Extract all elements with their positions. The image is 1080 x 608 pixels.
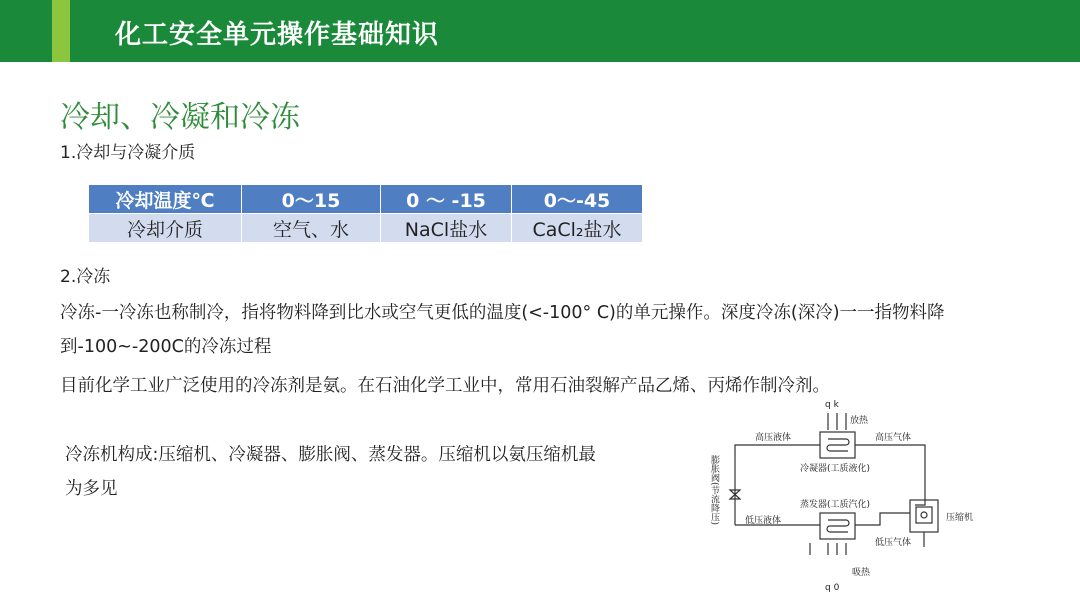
paragraph-refrigeration-definition: 冷冻-一冷冻也称制冷，指将物料降到比水或空气更低的温度(<-100° C)的单元操作。深度冷冻(深冷)一一指物料降到-100~-200C的冷冻过程	[60, 303, 945, 357]
table-cell: CaCl₂盐水	[512, 214, 643, 243]
refrigeration-cycle-diagram	[700, 395, 1000, 595]
table-cell: NaCl盐水	[381, 214, 512, 243]
paragraph-refrigerants: 目前化学工业广泛使用的冷冻剂是氨。在石油化学工业中，常用石油裂解产品乙烯、丙烯作制冷剂。	[60, 376, 830, 396]
diagram-label-lp-gas: 低压气体	[875, 538, 912, 548]
page-title: 化工安全单元操作基础知识	[115, 20, 440, 50]
diagram-label-release-heat: 放热	[850, 416, 869, 426]
table-cell: 0 ～ -15	[381, 185, 512, 214]
diagram-label-lp-liquid: 低压液体	[745, 516, 782, 526]
diagram-label-evaporator: 蒸发器(工质汽化)	[800, 500, 871, 510]
title-bar	[0, 0, 1080, 62]
diagram-label-q0: q 0	[825, 583, 840, 593]
diagram-label-condenser: 冷凝器(工质液化)	[800, 464, 871, 474]
diagram-label-compressor: 压缩机	[946, 513, 974, 523]
diagram-label-valve: 膨胀阀(节流降压)	[709, 455, 719, 526]
subheading-refrigeration: 2.冷冻	[60, 267, 111, 287]
table-cell: 冷却介质	[89, 214, 242, 243]
accent-stripe	[52, 0, 70, 62]
table-cell: 0～-45	[512, 185, 643, 214]
table-cell: 空气、水	[242, 214, 381, 243]
diagram-label-hp-liquid: 高压液体	[755, 433, 792, 443]
diagram-label-absorb-heat: 吸热	[852, 568, 871, 578]
table-row	[89, 214, 643, 243]
table-cell: 冷却温度℃	[89, 185, 242, 214]
paragraph-refrigerator-components: 冷冻机构成:压缩机、冷凝器、膨胀阀、蒸发器。压缩机以氨压缩机最为多见	[65, 445, 596, 499]
table-header-row	[89, 185, 643, 214]
section-title: 冷却、冷凝和冷冻	[60, 100, 300, 135]
table-cell: 0～15	[242, 185, 381, 214]
diagram-label-hp-gas: 高压气体	[875, 433, 912, 443]
diagram-label-qk: q k	[825, 400, 839, 410]
subheading-cooling-media: 1.冷却与冷凝介质	[60, 143, 196, 163]
cooling-media-table	[88, 184, 643, 243]
